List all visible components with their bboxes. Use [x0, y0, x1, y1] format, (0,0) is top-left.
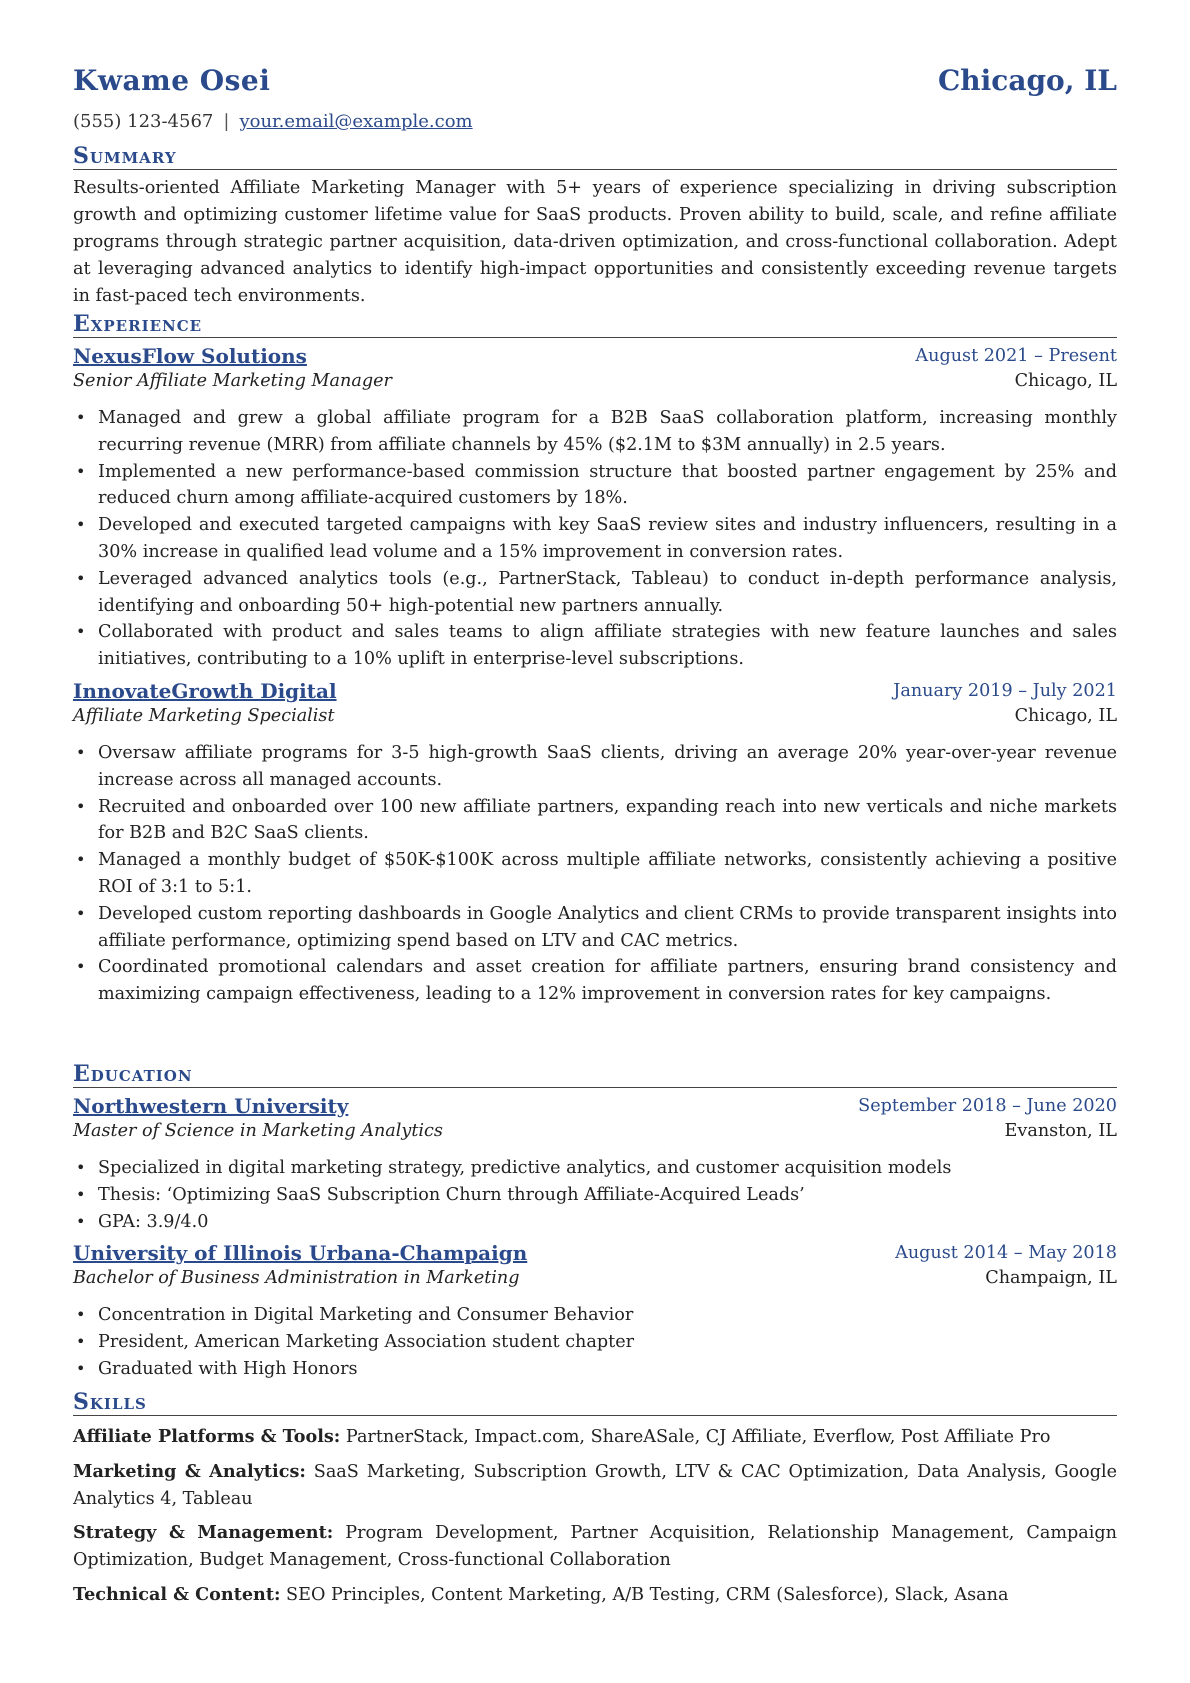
degree-title: Master of Science in Marketing Analytics — [73, 1121, 443, 1141]
skill-group — [73, 1520, 1117, 1574]
section-title-summary: Summary — [73, 143, 1117, 170]
school-location: Champaign, IL — [985, 1268, 1117, 1289]
bullet-item: • Leveraged advanced analytics tools (e.g., PartnerStack, Tableau) to conduct in-depth performance analysis, identifying and onboarding 50+ high-potential new partners annually. — [98, 566, 1117, 620]
bullet-item: • Managed and grew a global affiliate program for a B2B SaaS collaboration platform, increasing monthly recurring revenue (MRR) from affiliate channels by 45% ($2.1M to $3M annually) in 2.5 years. — [98, 405, 1117, 459]
bullet-item: • Developed custom reporting dashboards in Google Analytics and client CRMs to provide transparent insights into affiliate performance, optimizing spend based on LTV and CAC metrics. — [98, 901, 1117, 955]
skill-group-label: Technical & Content: — [73, 1583, 281, 1605]
skill-group — [73, 1582, 1117, 1609]
skill-group-label: Strategy & Management: — [73, 1522, 334, 1544]
skill-group-values: PartnerStack, Impact.com, ShareASale, CJ Affiliate, Everflow, Post Affiliate Pro — [345, 1427, 1051, 1447]
bullet-item: • Managed a monthly budget of $50K-$100K across multiple affiliate networks, consistently achieving a positive ROI of 3:1 to 5:1. — [98, 847, 1117, 901]
section-title-education: Education — [73, 1061, 1117, 1088]
job-location: Chicago, IL — [1014, 705, 1117, 726]
experience-section — [73, 311, 1117, 1008]
skill-group-label: Affiliate Platforms & Tools: — [73, 1426, 341, 1447]
skill-group — [73, 1459, 1117, 1513]
email-link[interactable]: your.email@example.com — [239, 111, 473, 132]
bullet-item: • Collaborated with product and sales teams to align affiliate strategies with new feature launches and sales initiatives, contributing to a 10% uplift in enterprise-level subscriptions. — [98, 619, 1117, 673]
skill-group-label: Marketing & Analytics: — [73, 1460, 306, 1482]
school-bullets — [73, 1302, 1117, 1382]
skills-section — [73, 1389, 1117, 1609]
bullet-item: • President, American Marketing Association student chapter — [98, 1329, 1117, 1356]
school-name[interactable]: Northwestern University — [73, 1094, 349, 1118]
job-dates: August 2021 – Present — [915, 346, 1117, 366]
bullet-item: • Coordinated promotional calendars and asset creation for affiliate partners, ensuring brand consistency and maximizing campaign effectiveness, leading to a 12% improvement in conversion rates for key campaigns. — [98, 954, 1117, 1008]
skill-group — [73, 1424, 1117, 1451]
bullet-item: • Developed and executed targeted campaigns with key SaaS review sites and industry influencers, resulting in a 30% increase in qualified lead volume and a 15% improvement in conversion rates. — [98, 512, 1117, 566]
skill-group-values: SEO Principles, Content Marketing, A/B Testing, CRM (Salesforce), Slack, Asana — [286, 1584, 1009, 1605]
skill-group-values: SaaS Marketing, Subscription Growth, LTV & CAC Optimization, Data Analysis, Google Analytics 4, Tableau — [73, 1461, 1117, 1509]
employer-name[interactable]: NexusFlow Solutions — [73, 344, 307, 368]
phone-number: (555) 123-4567 — [73, 111, 214, 132]
summary-section — [73, 143, 1117, 310]
job-bullets — [73, 405, 1117, 673]
education-entry — [73, 1241, 1117, 1382]
candidate-name: Kwame Osei — [73, 64, 271, 97]
bullet-item: • GPA: 3.9/4.0 — [98, 1209, 1117, 1236]
school-location: Evanston, IL — [1004, 1121, 1117, 1141]
skill-group-values: Program Development, Partner Acquisition, Relationship Management, Campaign Optimization, Budget Management, Cross-functional Collaboration — [73, 1523, 1117, 1571]
school-dates: September 2018 – June 2020 — [858, 1096, 1117, 1116]
bullet-item: • Oversaw affiliate programs for 3-5 high-growth SaaS clients, driving an average 20% year-over-year revenue increase across all managed accounts. — [98, 740, 1117, 794]
bullet-item: • Thesis: ‘Optimizing SaaS Subscription Churn through Affiliate-Acquired Leads’ — [98, 1182, 1117, 1209]
bullet-item: • Specialized in digital marketing strategy, predictive analytics, and customer acquisition models — [98, 1155, 1117, 1182]
job-entry — [73, 679, 1117, 1008]
job-title: Senior Affiliate Marketing Manager — [73, 371, 392, 391]
bullet-item: • Implemented a new performance-based commission structure that boosted partner engagement by 25% and reduced churn among affiliate-acquired customers by 18%. — [98, 459, 1117, 513]
summary-text: Results-oriented Affiliate Marketing Manager with 5+ years of experience specializing in driving subscription growth and optimizing customer lifetime value for SaaS products. Proven ability to build, scale, and refine affiliate programs through strategic partner acquisition, data-driven optimization, and cross-functional collaboration. Adept at leveraging advanced analytics to identify high-impact opportunities and consistently exceeding revenue targets in fast-paced tech environments. — [73, 178, 1117, 306]
section-title-experience: Experience — [73, 311, 1117, 338]
section-title-skills: Skills — [73, 1389, 1117, 1416]
bullet-item: • Recruited and onboarded over 100 new affiliate partners, expanding reach into new verticals and niche markets for B2B and B2C SaaS clients. — [98, 794, 1117, 848]
education-section — [73, 1061, 1117, 1383]
job-entry — [73, 344, 1117, 673]
school-bullets — [73, 1155, 1117, 1235]
job-title: Affiliate Marketing Specialist — [73, 705, 335, 726]
resume-header — [73, 64, 1117, 104]
school-dates: August 2014 – May 2018 — [895, 1243, 1117, 1264]
bullet-item: • Graduated with High Honors — [98, 1356, 1117, 1383]
degree-title: Bachelor of Business Administration in Marketing — [73, 1268, 520, 1289]
employer-name[interactable]: InnovateGrowth Digital — [73, 678, 337, 703]
contact-separator: | — [223, 111, 230, 132]
job-dates: January 2019 – July 2021 — [893, 680, 1117, 701]
contact-line — [73, 111, 473, 132]
education-entry — [73, 1094, 1117, 1235]
header-location: Chicago, IL — [937, 64, 1117, 97]
bullet-item: • Concentration in Digital Marketing and Consumer Behavior — [98, 1302, 1117, 1329]
school-name[interactable]: University of Illinois Urbana-Champaign — [73, 1241, 528, 1266]
job-location: Chicago, IL — [1014, 371, 1117, 391]
job-bullets — [73, 740, 1117, 1008]
